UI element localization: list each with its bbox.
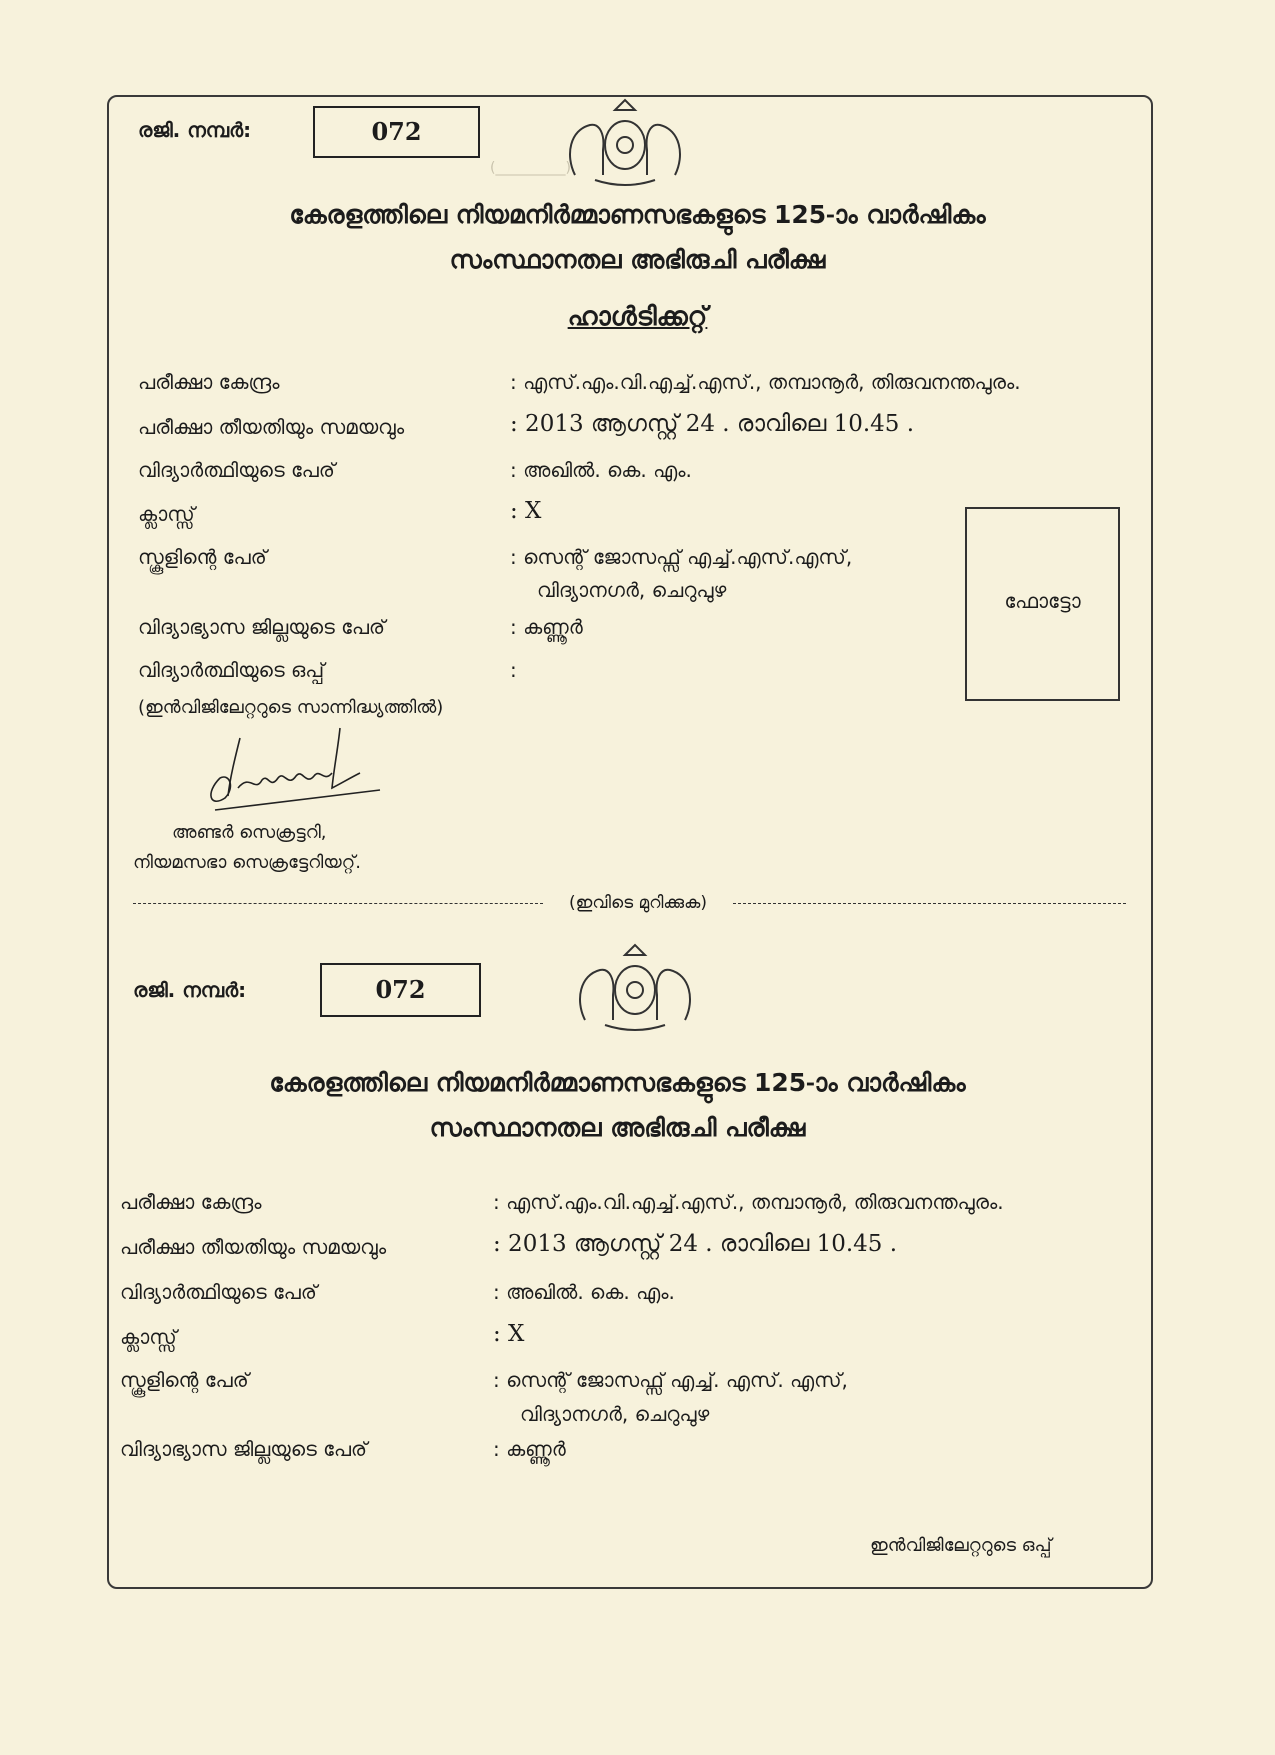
bleed-through-text: (__________) <box>490 160 571 176</box>
field-value-school-counterfoil: : സെന്റ് ജോസഫ്സ് എച്ച്. എസ്. എസ്, <box>493 1368 848 1392</box>
field-label-school: സ്കൂളിന്റെ പേര് <box>138 545 267 569</box>
field-value-class: : X <box>510 498 542 524</box>
field-label-center: പരീക്ഷാ കേന്ദ്രം <box>138 370 280 394</box>
field-label-datetime-counterfoil: പരീക്ഷാ തീയതിയും സമയവും <box>120 1235 387 1259</box>
under-secretary-signature <box>200 718 390 818</box>
hall-ticket-title: ഹാൾടിക്കറ്റ് <box>567 302 708 332</box>
field-value-school-line2-counterfoil: വിദ്യാനഗർ, ചെറുപുഴ <box>520 1402 710 1426</box>
cut-dash-right <box>733 903 1126 904</box>
cut-line <box>133 893 1126 913</box>
field-value-district: : കണ്ണൂർ <box>510 615 583 639</box>
exam-title-line2-counterfoil: സംസ്ഥാനതല അഭിരുചി പരീക്ഷ <box>429 1113 806 1142</box>
field-value-district-counterfoil: : കണ്ണൂർ <box>493 1437 566 1461</box>
field-value-school-line2: വിദ്യാനഗർ, ചെറുപുഴ <box>537 578 727 602</box>
field-value-center: : എസ്.എം.വി.എച്ച്.എസ്., തമ്പാനൂർ, തിരുവനന്തപുരം. <box>510 370 1021 394</box>
field-label-class-counterfoil: ക്ലാസ്സ് <box>120 1325 177 1349</box>
field-label-student-sign: വിദ്യാർത്ഥിയുടെ ഒപ്പ് <box>138 658 325 682</box>
field-label-student-name: വിദ്യാർത്ഥിയുടെ പേര് <box>138 458 335 482</box>
signatory-title: അണ്ടർ സെക്രട്ടറി, <box>172 822 327 843</box>
field-value-school: : സെന്റ് ജോസഫ്സ് എച്ച്.എസ്.എസ്, <box>510 545 853 569</box>
exam-title-line1: കേരളത്തിലെ നിയമനിർമ്മാണസഭകളുടെ 125-ാം വാർഷികം <box>289 200 986 229</box>
field-label-school-counterfoil: സ്കൂളിന്റെ പേര് <box>120 1368 249 1392</box>
field-value-student-name: : അഖിൽ. കെ. എം. <box>510 458 692 482</box>
field-label-district: വിദ്യാഭ്യാസ ജില്ലയുടെ പേര് <box>138 615 386 639</box>
field-value-datetime-counterfoil: : 2013 ആഗസ്റ്റ് 24 . രാവിലെ 10.45 . <box>493 1231 898 1257</box>
field-value-class-counterfoil: : X <box>493 1321 525 1347</box>
field-label-district-counterfoil: വിദ്യാഭ്യാസ ജില്ലയുടെ പേര് <box>120 1437 368 1461</box>
signatory-office: നിയമസഭാ സെക്രട്ടേറിയറ്റ്. <box>133 852 361 873</box>
field-value-student-sign: : <box>510 658 517 682</box>
field-label-center-counterfoil: പരീക്ഷാ കേന്ദ്രം <box>120 1190 262 1214</box>
field-value-datetime: : 2013 ആഗസ്റ്റ് 24 . രാവിലെ 10.45 . <box>510 411 915 437</box>
photo-label: ഫോട്ടോ <box>1004 589 1081 613</box>
cut-dash-left <box>133 903 543 904</box>
reg-number-box: 072 <box>313 106 480 158</box>
kerala-emblem-counterfoil <box>565 940 705 1035</box>
field-label-student-name-counterfoil: വിദ്യാർത്ഥിയുടെ പേര് <box>120 1280 317 1304</box>
invigilator-presence-note: (ഇൻവിജിലേറ്ററുടെ സാന്നിദ്ധ്യത്തിൽ) <box>138 697 444 718</box>
exam-title-line2: സംസ്ഥാനതല അഭിരുചി പരീക്ഷ <box>449 245 826 274</box>
kerala-emblem <box>555 95 695 190</box>
field-value-student-name-counterfoil: : അഖിൽ. കെ. എം. <box>493 1280 675 1304</box>
reg-number-label-counterfoil: രജി. നമ്പർ: <box>133 978 247 1002</box>
cut-here-text: (ഇവിടെ മുറിക്കുക) <box>543 893 733 913</box>
field-label-datetime: പരീക്ഷാ തീയതിയും സമയവും <box>138 415 405 439</box>
reg-number-box-counterfoil: 072 <box>320 963 481 1017</box>
invigilator-signature-label: ഇൻവിജിലേറ്ററുടെ ഒപ്പ് <box>870 1535 1052 1556</box>
field-value-center-counterfoil: : എസ്.എം.വി.എച്ച്.എസ്., തമ്പാനൂർ, തിരുവനന്തപുരം. <box>493 1190 1004 1214</box>
exam-title-line1-counterfoil: കേരളത്തിലെ നിയമനിർമ്മാണസഭകളുടെ 125-ാം വാർഷികം <box>269 1068 966 1097</box>
photo-box <box>965 507 1120 701</box>
reg-number-label: രജി. നമ്പർ: <box>138 118 252 142</box>
field-label-class: ക്ലാസ്സ് <box>138 502 195 526</box>
